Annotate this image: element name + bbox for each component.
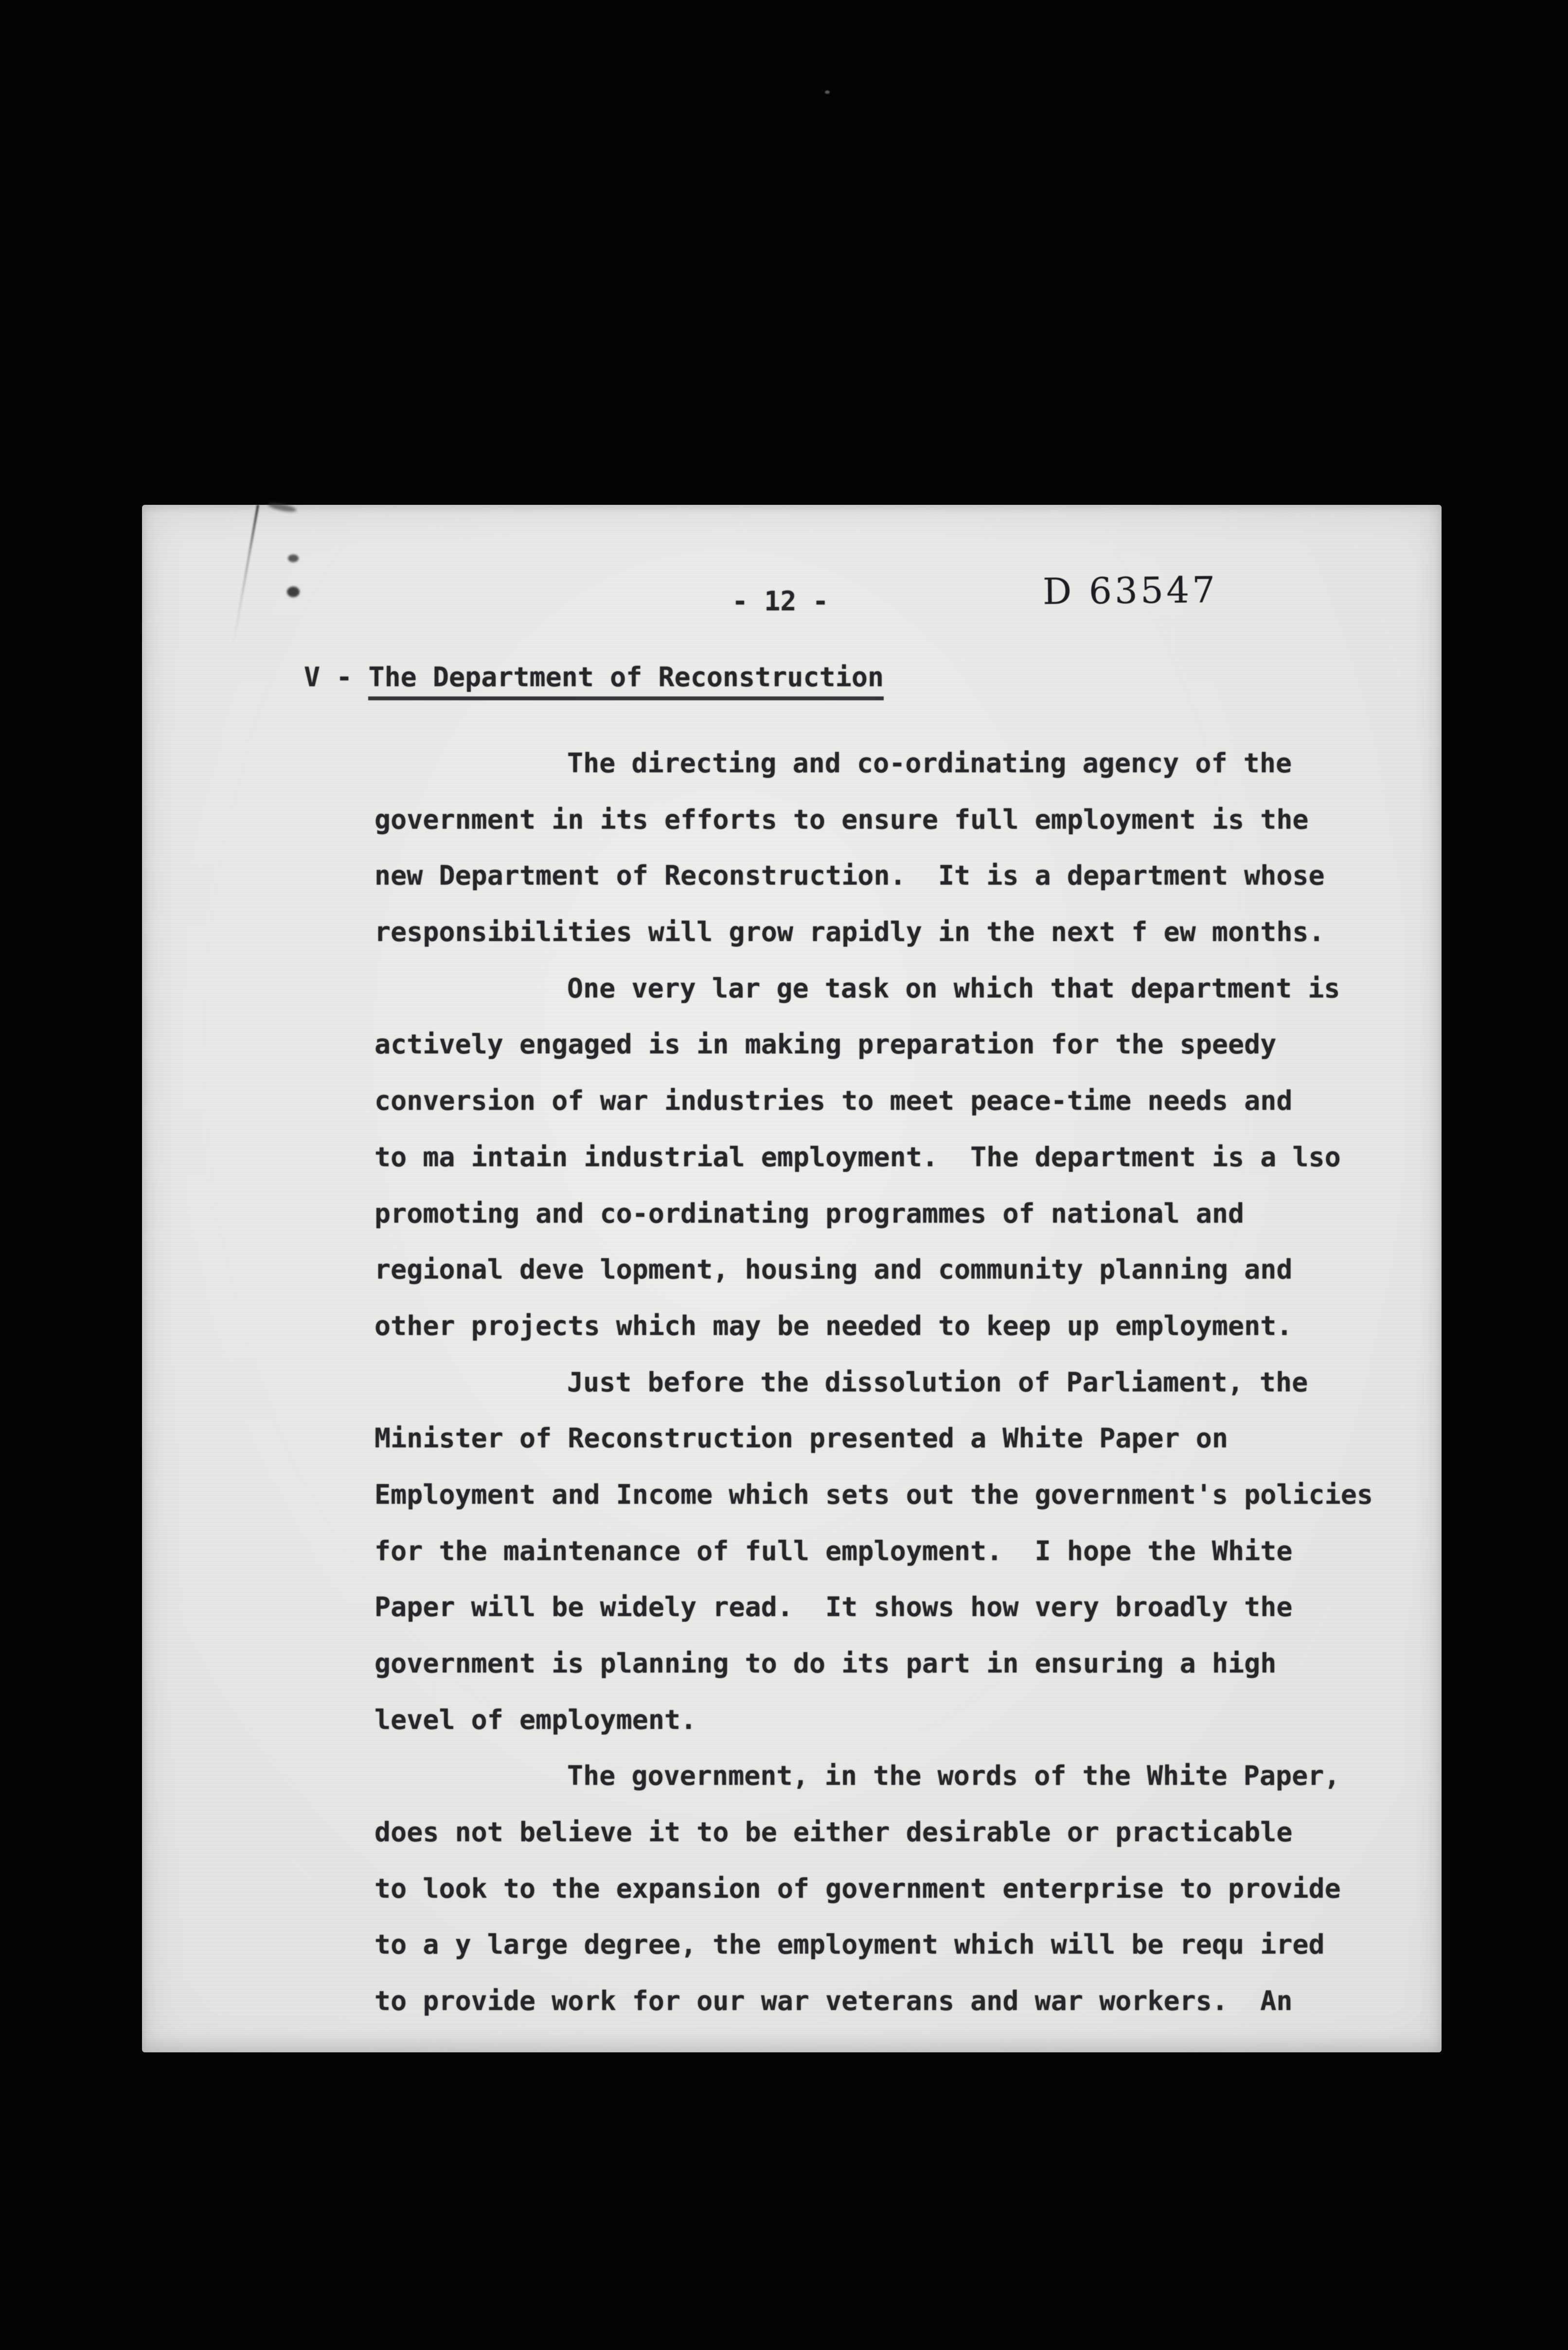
section-heading	[304, 661, 884, 700]
text-line: The government, in the words of the White Paper,	[567, 1760, 1340, 1792]
body-text	[374, 735, 1415, 2030]
dust-fleck	[825, 90, 830, 94]
text-line: responsibilities will grow rapidly in the next f ew months.	[374, 916, 1325, 948]
text-line: does not believe it to be either desirable or practicable	[374, 1816, 1293, 1848]
heading-prefix: V -	[304, 661, 369, 693]
ink-dot	[288, 554, 299, 562]
text-line: level of employment.	[374, 1704, 697, 1735]
text-line: for the maintenance of full employment. I hope the White	[374, 1535, 1293, 1567]
text-line: One very lar ge task on which that department is	[567, 972, 1340, 1004]
text-line: Employment and Income which sets out the government's policies	[374, 1478, 1373, 1510]
text-line: to provide work for our war veterans and war workers. An	[374, 1985, 1293, 2017]
heading-title: The Department of Reconstruction	[368, 661, 884, 700]
text-line: Paper will be widely read. It shows how very broadly the	[374, 1591, 1293, 1623]
scanned-page	[142, 505, 1442, 2052]
text-line: other projects which may be needed to keep up employment.	[374, 1310, 1293, 1341]
edge-smudge	[267, 501, 297, 514]
text-line: Minister of Reconstruction presented a White Paper on	[374, 1423, 1228, 1454]
text-line: Just before the dissolution of Parliament, the	[567, 1366, 1308, 1398]
text-line: new Department of Reconstruction. It is a department whose	[374, 860, 1325, 891]
crease-mark	[232, 505, 259, 649]
page-number: - 12 -	[732, 586, 829, 617]
text-line: actively engaged is in making preparation for the speedy	[374, 1029, 1277, 1060]
document-stamp: D 63547	[1042, 569, 1218, 613]
ink-dot	[287, 587, 300, 597]
text-line: regional deve lopment, housing and community planning and	[374, 1254, 1293, 1285]
text-line: to look to the expansion of government enterprise to provide	[374, 1872, 1341, 1904]
text-line: conversion of war industries to meet peace-time needs and	[374, 1085, 1293, 1117]
text-line: promoting and co-ordinating programmes of national and	[374, 1197, 1245, 1229]
text-line: to a y large degree, the employment which will be requ ired	[374, 1929, 1325, 1960]
text-line: to ma intain industrial employment. The department is a lso	[374, 1141, 1341, 1173]
text-line: The directing and co-ordinating agency of the	[567, 748, 1292, 779]
text-line: government in its efforts to ensure full employment is the	[374, 803, 1309, 835]
text-line: government is planning to do its part in ensuring a high	[374, 1648, 1277, 1679]
